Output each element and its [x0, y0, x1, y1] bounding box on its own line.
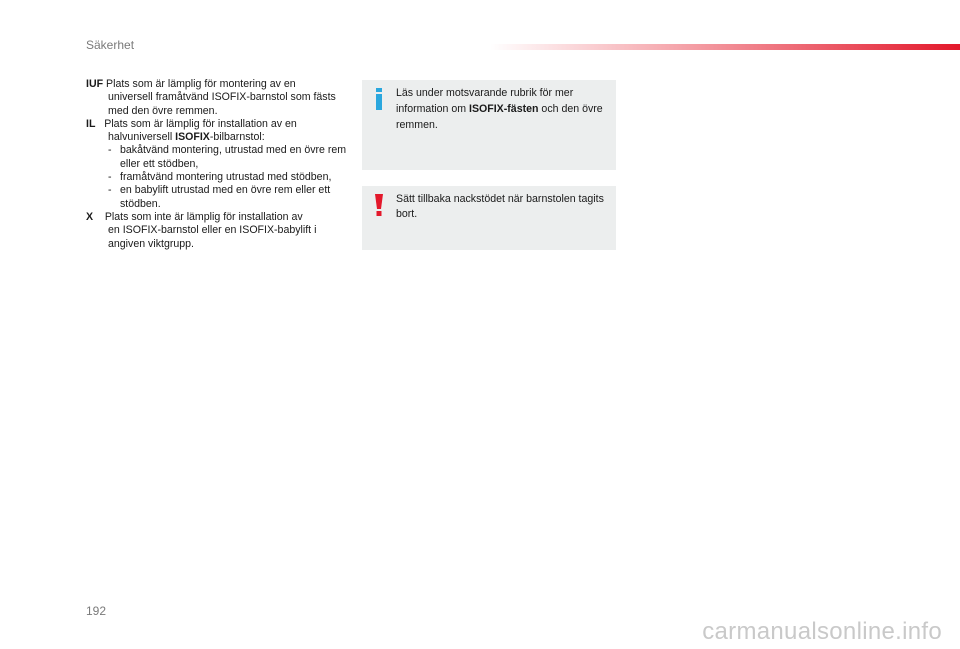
il-bullet-text: en babylift utrustad med en övre rem eller ett stödben.: [120, 184, 331, 210]
il-bullet: [86, 144, 348, 171]
il-line1: Plats som är lämplig för installation av en: [95, 117, 297, 130]
bullet-dash: -: [108, 171, 112, 184]
term-il: IL: [86, 117, 96, 130]
bullet-dash: -: [108, 144, 112, 157]
exclamation-icon: [372, 194, 386, 216]
watermark: carmanualsonline.info: [702, 618, 942, 645]
info-text: [396, 85, 606, 133]
warning-box: [362, 186, 616, 250]
definition-il: [86, 118, 348, 211]
section-title: Säkerhet: [86, 38, 135, 52]
il-desc-after: -bilbarnstol:: [209, 131, 265, 144]
page-number: 192: [86, 604, 107, 618]
il-desc-before: halvuniversell: [108, 131, 176, 144]
il-desc-bold: ISOFIX: [175, 131, 210, 144]
info-text-bold: ISOFIX-fästen: [469, 103, 539, 115]
il-description: [86, 131, 348, 144]
definition-iuf: [86, 78, 348, 118]
term-x: X: [86, 210, 94, 223]
info-text-after: och den övre remmen.: [396, 103, 603, 131]
il-bullet-text: framåtvänd montering utrustad med stödben,: [120, 171, 332, 184]
iuf-description: universell framåtvänd ISOFIX-barnstol som fästs med den övre remmen.: [108, 91, 336, 117]
il-bullet: [86, 171, 348, 184]
iuf-line1: Plats som är lämplig för montering av en: [103, 78, 296, 90]
warning-text: Sätt tillbaka nackstödet när barnstolen tagits bort.: [396, 193, 604, 220]
definition-x: [86, 211, 348, 251]
definitions-column: [86, 78, 348, 251]
bullet-dash: -: [108, 184, 112, 197]
info-text-before: Läs under motsvarande rubrik för mer information om: [396, 87, 574, 115]
header-accent-bar: [490, 44, 960, 50]
x-line1: Plats som inte är lämplig för installation av: [93, 210, 303, 223]
info-icon: [372, 88, 386, 110]
info-box: [362, 80, 616, 170]
il-bullet: [86, 184, 348, 211]
x-description: en ISOFIX-barnstol eller en ISOFIX-babylift i angiven viktgrupp.: [108, 224, 317, 250]
il-bullet-text: bakåtvänd montering, utrustad med en övre rem eller ett stödben,: [120, 144, 347, 170]
term-iuf: IUF: [86, 78, 104, 90]
